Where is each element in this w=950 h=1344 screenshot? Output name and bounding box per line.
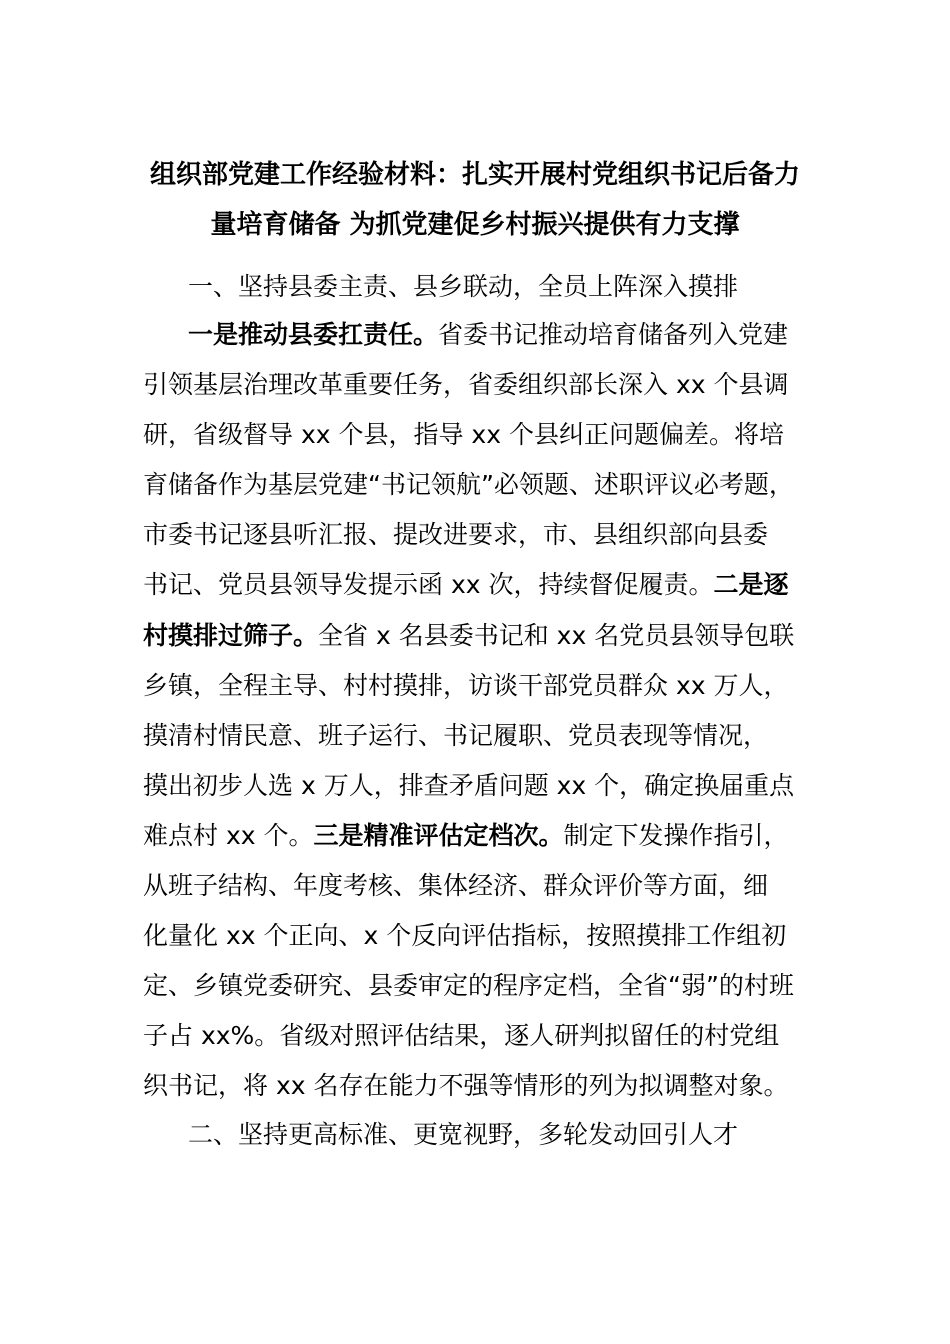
title-line-2: 量培育储备 为抓党建促乡村振兴提供有力支撑 xyxy=(210,210,740,240)
section-2-heading: 二、坚持更高标准、更宽视野，多轮发动回引人才 xyxy=(188,1120,739,1149)
body-text: 研，省级督导 xx 个县，指导 xx 个县纠正问题偏差。将培 xyxy=(143,420,784,450)
paragraph-line xyxy=(143,761,808,811)
paragraph-line xyxy=(143,510,808,560)
paragraph-line xyxy=(143,1011,808,1061)
body-text: 从班子结构、年度考核、集体经济、群众评价等方面，细 xyxy=(143,871,769,901)
document-title xyxy=(120,150,830,250)
paragraph-line xyxy=(143,861,808,911)
body-text: 全省 x 名县委书记和 xx 名党员县领导包联 xyxy=(318,620,795,650)
body-text: 子占 xx%。省级对照评估结果，逐人研判拟留任的村党组 xyxy=(143,1021,780,1051)
paragraph-line xyxy=(143,360,808,410)
paragraph-1 xyxy=(143,310,808,1112)
paragraph-line xyxy=(143,410,808,460)
body-text: 乡镇，全程主导、村村摸排，访谈干部党员群众 xx 万人， xyxy=(143,670,789,700)
paragraph-line xyxy=(143,611,808,661)
body-text: 制定下发操作指引， xyxy=(563,820,789,850)
paragraph-line xyxy=(143,911,808,961)
paragraph-line xyxy=(143,1061,808,1111)
body-text: 难点村 xx 个。 xyxy=(143,820,314,850)
body-text: 引领基层治理改革重要任务，省委组织部长深入 xx 个县调 xyxy=(143,370,789,400)
bold-lead-text: 一是推动县委扛责任。 xyxy=(188,320,439,349)
body-text: 摸清村情民意、班子运行、书记履职、党员表现等情况， xyxy=(143,720,769,750)
title-line-1: 组织部党建工作经验材料：扎实开展村党组织书记后备力 xyxy=(149,160,800,190)
paragraph-line xyxy=(143,560,808,610)
bold-lead-text: 三是精准评估定档次。 xyxy=(313,820,564,850)
body-text: 市委书记逐县听汇报、提改进要求，市、县组织部向县委 xyxy=(143,520,769,550)
body-text: 书记、党员县领导发提示函 xx 次，持续督促履责。 xyxy=(143,570,714,600)
body-text: 织书记，将 xx 名存在能力不强等情形的列为拟调整对象。 xyxy=(143,1071,789,1101)
body-text: 育储备作为基层党建“书记领航”必领题、述职评议必考题， xyxy=(143,470,794,500)
paragraph-line xyxy=(143,711,808,761)
body-text: 省委书记推动培育储备列入党建 xyxy=(438,320,789,349)
paragraph-line xyxy=(143,661,808,711)
paragraph-line xyxy=(143,811,808,861)
body-text: 定、乡镇党委研究、县委审定的程序定档，全省“弱”的村班 xyxy=(143,971,794,1001)
section-1-heading: 一、坚持县委主责、县乡联动，全员上阵深入摸排 xyxy=(188,272,739,301)
paragraph-line xyxy=(143,460,808,510)
body-text: 化量化 xx 个正向、x 个反向评估指标，按照摸排工作组初 xyxy=(143,921,787,951)
paragraph-line xyxy=(143,310,808,360)
body-text: 摸出初步人选 x 万人，排查矛盾问题 xx 个，确定换届重点 xyxy=(143,770,795,800)
paragraph-line xyxy=(143,961,808,1011)
bold-lead-text: 村摸排过筛子。 xyxy=(143,620,319,650)
bold-lead-text: 二是逐 xyxy=(713,570,789,600)
